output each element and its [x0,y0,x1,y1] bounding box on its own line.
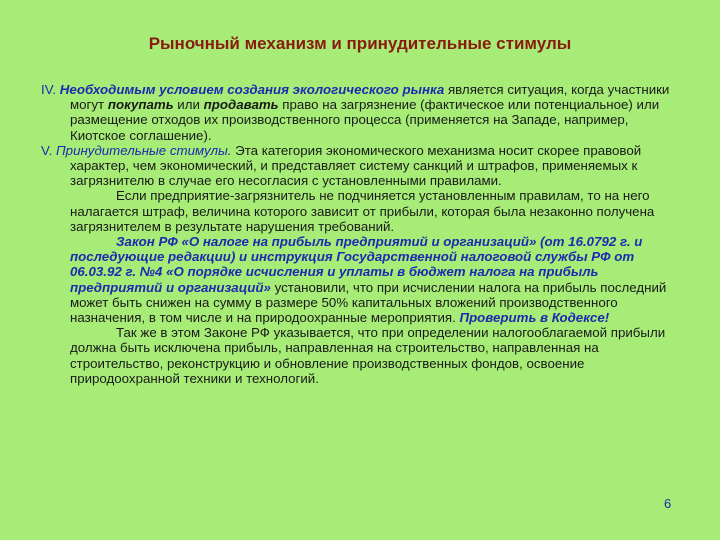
paragraph-v [41,143,681,189]
page-number: 6 [664,496,672,511]
section-number-iv: IV. [41,82,60,97]
paragraph-iv [41,82,681,143]
paragraph-tax-exclusion: Так же в этом Законе РФ указывается, что при определении налогооблагаемой прибыли должна быть исключена прибыль, направленная на строительство, направленная на строительство, реконструкцию и обновление производственных фондов, освоение природоохранной техники и технологий. [70,325,666,386]
emphasis-buy: покупать [107,97,174,113]
paragraph-law [41,234,681,325]
law-reference: Закон РФ «О налоге на прибыль предприятий и организаций» (от 16.0792 г. и последующие редакции) и инструкция Государственной налоговой службы РФ от 06.03.92 г. №4 «О порядке исчисления и уплаты в бюджет налога на прибыль предприятий и организаций» [70,234,643,295]
text-segment: установили, что при исчислении налога на прибыль последний может быть снижен на сумму в размере 50% капитальных вложений производственного назначения, в том числе и на природоохранные мероприятия. [70,279,667,326]
section-label-iv: Необходимым условием создания экологического рынка [59,82,445,97]
check-note: Проверить в Кодексе! [459,310,610,326]
slide-body [41,82,681,386]
text-segment: является ситуация, когда участники могут [70,82,670,113]
section-number-v: V. [41,142,57,158]
text-segment: право на загрязнение (фактическое или потенциальное) или размещение отходов их производственного процесса (применяется на Западе, например, Киотское соглашение). [70,97,660,143]
slide-title: Рыночный механизм и принудительные стимулы [148,34,572,53]
section-label-v: Принудительные стимулы. [56,142,232,158]
paragraph-penalty: Если предприятие-загрязнитель не подчиняется установленным правилам, то на него налагается штраф, величина которого зависит от прибыли, которая была незаконно получена загрязнителем в результате нарушения требований. [70,188,655,234]
text-segment: Эта категория экономического механизма носит скорее правовой характер, чем экономический, и представляет систему санкций и штрафов, применяемых к загрязнителю в случае его несогласия с установленными правилами. [70,142,642,189]
emphasis-sell: продавать [203,97,279,113]
text-segment: или [173,97,204,113]
